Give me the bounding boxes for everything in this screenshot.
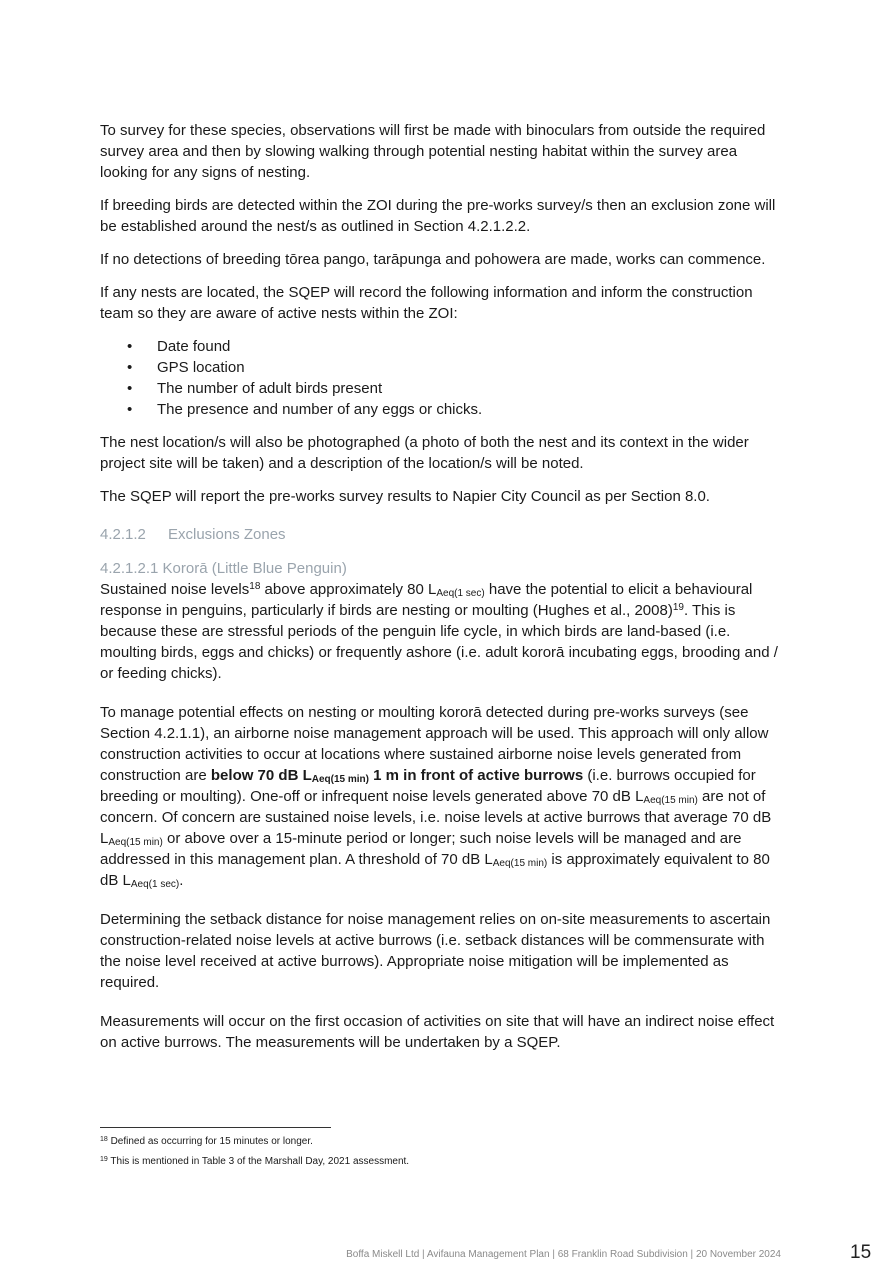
section-heading [100,525,780,545]
section-title: Exclusions Zones [168,526,286,543]
paragraph-breeding-detected: If breeding birds are detected within the ZOI during the pre-works survey/s then an exclusion zone will be established around the nest/s as outlined in Section 4.2.1.2.2. [100,197,776,235]
paragraph-survey-method: To survey for these species, observations will first be made with binoculars from outside the required survey area and then by slowing walking through potential nesting habitat within the survey area looking for any signs of nesting. [100,122,766,181]
list-item: • The number of adult birds present [157,378,780,399]
page-footer: Boffa Miskell Ltd | Avifauna Management Plan | 68 Franklin Road Subdivision | 20 November 2024 [346,1249,781,1260]
list-item: • GPS location [157,357,780,378]
paragraph-no-detections: If no detections of breeding tōrea pango, tarāpunga and pohowera are made, works can commence. [100,251,766,268]
footnote-ref-19: 19 [672,602,684,613]
nest-info-list [100,336,780,420]
paragraph-noise-management: To manage potential effects on nesting or moulting kororā detected during pre-works surveys (see Section 4.2.1.1), an airborne noise management approach will be used. This approach will only allow construction activities to occur at locations where sustained airborne noise levels generated from construction are below 70 dB $L_{Aeq(15 min)}$ 1 m in front of active burrows (i.e. burrows occupied for breeding or moulting). One-off or infrequent noise levels generated above 70 dB $L_{Aeq(15 min)}$ are not of concern. Of concern are sustained noise levels, i.e. noise levels at active burrows that average 70 dB $L_{Aeq(15 min)}$ or above over a 15-minute period or longer; such noise levels will be managed and are addressed in this management plan. A threshold of 70 dB $L_{Aeq(15 min)}$ is approximately equivalent to 80 dB $L_{Aeq(1 sec)}$. [100,704,772,890]
footnote-ref-18: 18 [249,581,261,592]
page-number: 15 [850,1242,872,1263]
subsection-heading: 4.2.1.2.1 Kororā (Little Blue Penguin) [100,560,347,577]
section-number: 4.2.1.2 [100,526,146,543]
noise-threshold-emphasis: below 70 dB $L_{Aeq(15 min)}$ 1 m in front of active burrows [210,767,584,785]
paragraph-photographed: The nest location/s will also be photographed (a photo of both the nest and its context in the wider project site will be taken) and a description of the location/s will be noted. [100,434,749,472]
document-body [100,120,780,1071]
paragraph-setback-distance: Determining the setback distance for noise management relies on on-site measurements to ascertain construction-related noise levels at active burrows (i.e. setback distances will be commensurate with the noise level received at active burrows). Appropriate noise mitigation will be implemented as required. [100,911,771,991]
paragraph-measurements: Measurements will occur on the first occasion of activities on site that will have an indirect noise effect on active burrows. The measurements will be undertaken by a SQEP. [100,1013,775,1051]
footnote-18: $^{18}$ Defined as occurring for 15 minutes or longer. [100,1136,313,1147]
list-item: • Date found [157,336,780,357]
footnote-divider [100,1127,331,1128]
list-item: • The presence and number of any eggs or chicks. [157,399,780,420]
paragraph-sustained-noise: Sustained noise levels$^{18}$ above approximately 80 $L_{Aeq(1 sec)}$ have the potential to elicit a behavioural response in penguins, particularly if birds are nesting or moulting (Hughes et al., 2008)$^{19}$. This is because these are stressful periods of the penguin life cycle, in which birds are land-based (i.e. moulting birds, eggs and chicks) or frequently ashore (i.e. adult kororā incubating eggs, brooding and / or feeding chicks). [100,581,778,682]
paragraph-nests-located: If any nests are located, the SQEP will record the following information and inform the construction team so they are aware of active nests within the ZOI: [100,284,753,322]
footnote-19: $^{19}$ This is mentioned in Table 3 of the Marshall Day, 2021 assessment. [100,1156,410,1167]
paragraph-report: The SQEP will report the pre-works survey results to Napier City Council as per Section 8.0. [100,488,710,505]
